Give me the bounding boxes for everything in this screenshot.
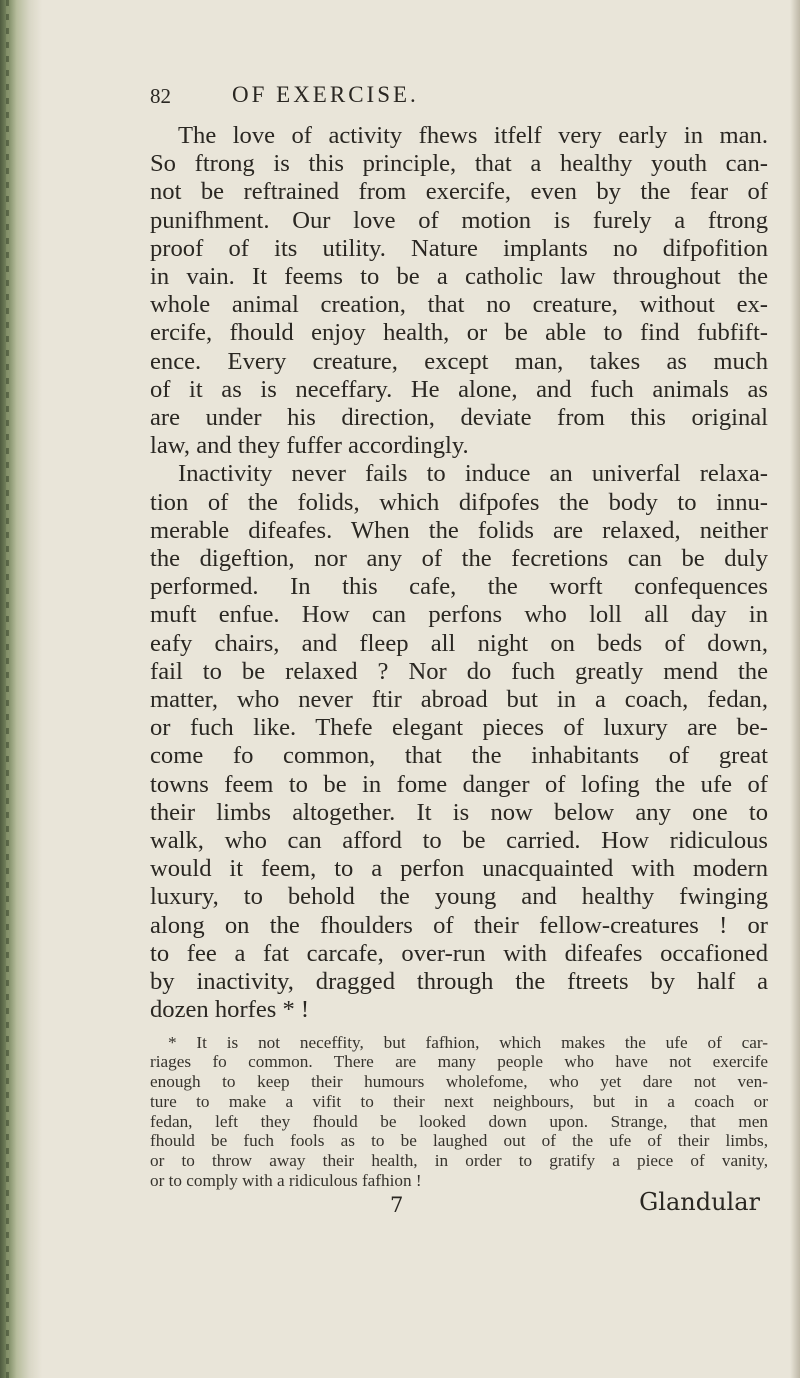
footnote-line: riages fo common. There are many people who have not exercife [150,1052,768,1072]
text-line: merable difeafes. When the folids are relaxed, neither [150,516,768,544]
footnote [150,1033,768,1191]
footnote-line: enough to keep their humours wholefome, who yet dare not ven- [150,1072,768,1092]
text-line: ence. Every creature, except man, takes as much [150,347,768,375]
signature-mark: 7 [390,1192,404,1217]
text-line: punifhment. Our love of motion is furely a ftrong [150,206,768,234]
text-line: of it as is neceffary. He alone, and fuch animals as [150,375,768,403]
page-header [150,82,768,122]
text-line: the digeftion, nor any of the fecretions can be duly [150,545,768,573]
text-line: in vain. It feems to be a catholic law throughout the [150,263,768,291]
text-line: whole animal creation, that no creature, without ex- [150,291,768,319]
footnote-line: fhould be fuch fools as to be laughed out of the ufe of their limbs, [150,1131,768,1151]
text-line: not be reftrained from exercife, even by the fear of [150,178,768,206]
book-page [150,82,768,1217]
text-line: towns feem to be in fome danger of lofing the ufe of [150,770,768,798]
text-line: to fee a fat carcafe, over-run with difeafes occafioned [150,939,768,967]
text-line: their limbs altogether. It is now below any one to [150,798,768,826]
text-line: muft enfue. How can perfons who loll all day in [150,601,768,629]
footnote-line: fedan, left they fhould be looked down upon. Strange, that men [150,1111,768,1131]
footnote-line: * It is not neceffity, but fafhion, which makes the ufe of car- [168,1032,768,1052]
text-line: performed. In this cafe, the worft confequences [150,573,768,601]
text-line: law, and they fuffer accordingly. [150,432,469,460]
text-line: walk, who can afford to be carried. How ridiculous [150,827,768,855]
text-line: fail to be relaxed ? Nor do fuch greatly mend the [150,657,768,685]
text-line: tion of the folids, which difpofes the body to innu- [150,488,768,516]
footnote-line: or to comply with a ridiculous fafhion ! [150,1171,422,1191]
text-line: So ftrong is this principle, that a healthy youth can- [150,150,768,178]
text-line: Inactivity never fails to induce an univerfal relaxa- [178,460,768,488]
text-line: luxury, to behold the young and healthy fwinging [150,883,768,911]
text-line: proof of its utility. Nature implants no difpofition [150,234,768,262]
text-line: along on the fhoulders of their fellow-creatures ! or [150,911,768,939]
catchword: Glandular [639,1187,760,1216]
text-line: would it feem, to a perfon unacquainted with modern [150,855,768,883]
running-title: OF EXERCISE. [232,82,419,107]
text-line: The love of activity fhews itfelf very early in man. [178,122,768,149]
text-line: or fuch like. Thefe elegant pieces of luxury are be- [150,714,768,742]
text-line: are under his direction, deviate from this original [150,404,768,432]
main-text [150,122,768,1025]
footnote-line: or to throw away their health, in order to gratify a piece of vanity, [150,1151,768,1171]
book-binding-edge [0,0,42,1378]
text-line: dozen horfes * ! [150,996,310,1024]
page-footer [150,1187,768,1217]
text-line: by inactivity, dragged through the ftreets by half a [150,968,768,996]
page-number: 82 [150,84,171,108]
text-line: eafy chairs, and fleep all night on beds of down, [150,629,768,657]
text-line: come fo common, that the inhabitants of great [150,742,768,770]
text-line: ercife, fhould enjoy health, or be able to find fubfift- [150,319,768,347]
page-right-edge [790,0,800,1378]
footnote-line: ture to make a vifit to their next neighbours, but in a coach or [150,1091,768,1111]
text-line: matter, who never ftir abroad but in a coach, fedan, [150,686,768,714]
